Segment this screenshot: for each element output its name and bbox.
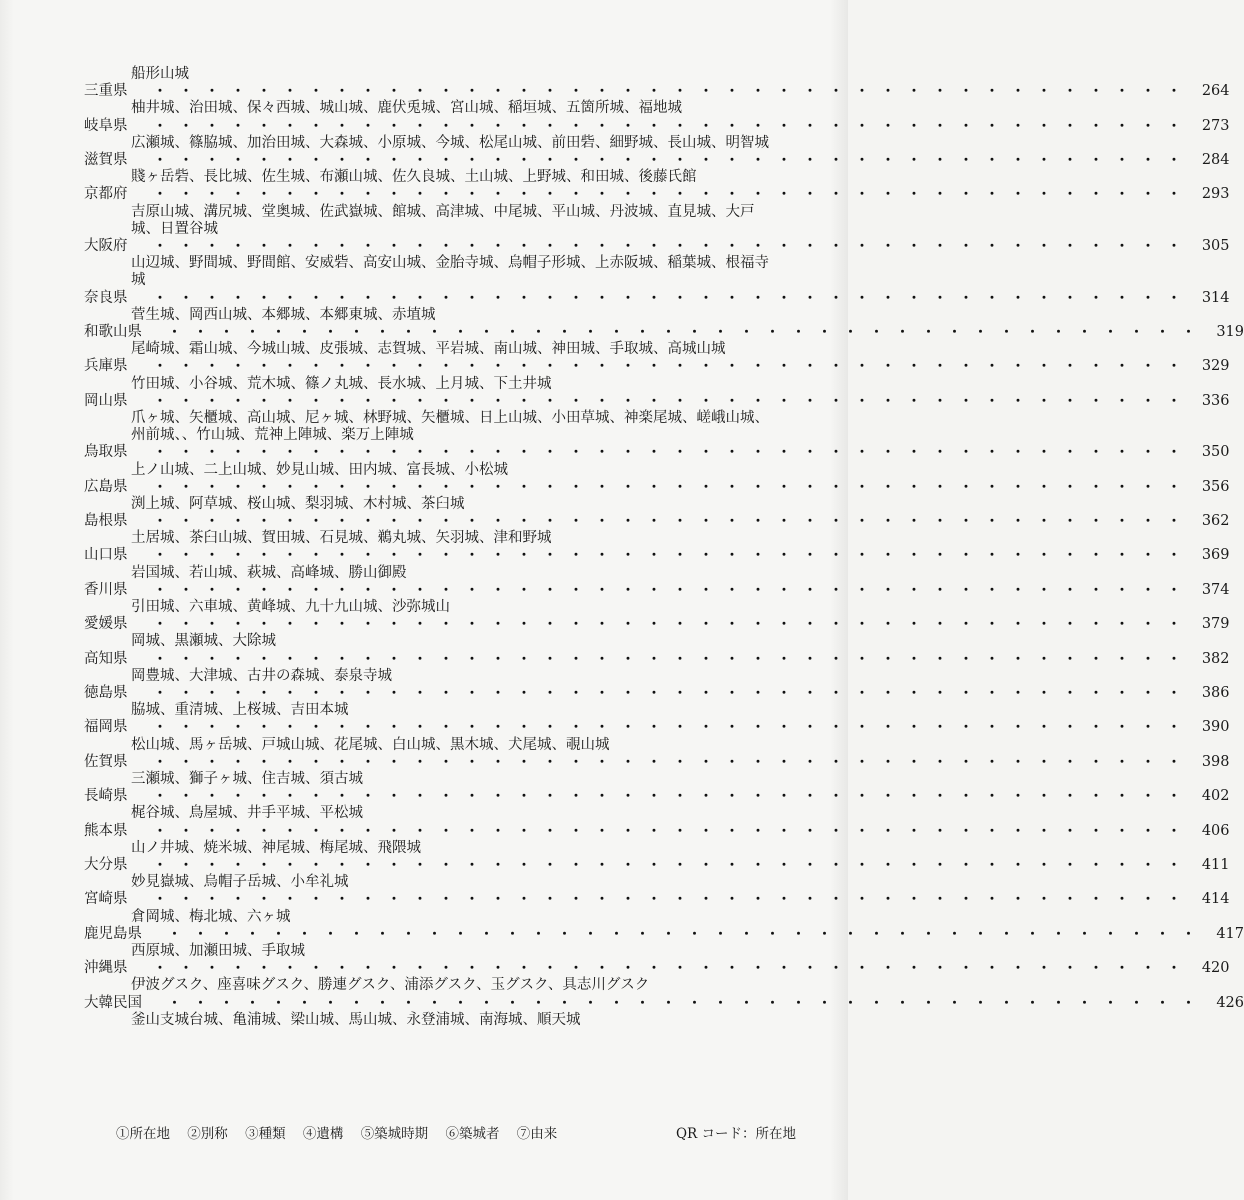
toc-entry-heading xyxy=(84,186,1230,203)
castle-list: 賤ヶ岳砦、長比城、佐生城、布瀬山城、佐久良城、土山城、上野城、和田城、後藤氏館 xyxy=(131,169,697,186)
toc-entry-heading xyxy=(84,444,1230,461)
dot-leader: ・ ・ ・ ・ ・ ・ ・ ・ ・ ・ ・ ・ ・ ・ ・ ・ ・ ・ ・ ・ ・ ・ ・ ・ ・ ・ ・ ・ ・ ・ ・ ・ ・ ・ ・ ・ ・ ・ ・ ・ xyxy=(153,187,1194,203)
dot-leader: ・ ・ ・ ・ ・ ・ ・ ・ ・ ・ ・ ・ ・ ・ ・ ・ ・ ・ ・ ・ ・ ・ ・ ・ ・ ・ ・ ・ ・ ・ ・ ・ ・ ・ ・ ・ ・ ・ ・ ・ xyxy=(153,118,1194,134)
prefecture-name: 岐阜県 xyxy=(84,117,128,134)
toc-entry xyxy=(84,650,1230,685)
castle-list: 渕上城、阿草城、桜山城、梨羽城、木村城、茶臼城 xyxy=(131,495,465,512)
prefecture-name: 鳥取県 xyxy=(84,444,128,461)
page-number: 264 xyxy=(1201,83,1230,100)
toc-entry xyxy=(84,513,1230,547)
prefecture-name: 大分県 xyxy=(84,857,128,873)
dot-leader: ・ ・ ・ ・ ・ ・ ・ ・ ・ ・ ・ ・ ・ ・ ・ ・ ・ ・ ・ ・ ・ ・ ・ ・ ・ ・ ・ ・ ・ ・ ・ ・ ・ ・ ・ ・ ・ ・ ・ ・ xyxy=(153,858,1194,873)
page-number: 411 xyxy=(1201,857,1230,873)
page-number: 414 xyxy=(1201,891,1230,908)
toc-entry xyxy=(84,358,1230,392)
castle-list: 松山城、馬ヶ岳城、戸城山城、花尾城、白山城、黒木城、犬尾城、覗山城 xyxy=(131,736,610,753)
page-number: 386 xyxy=(1201,685,1230,702)
prefecture-name: 滋賀県 xyxy=(84,151,128,168)
page-number: 314 xyxy=(1201,289,1230,306)
page-number: 406 xyxy=(1201,822,1230,839)
toc-entry-heading xyxy=(84,323,1244,341)
prefecture-name: 京都府 xyxy=(84,186,128,203)
prefecture-name: 佐賀県 xyxy=(84,753,128,770)
castle-list: 妙見嶽城、烏帽子岳城、小牟礼城 xyxy=(131,874,349,891)
toc-entry xyxy=(84,83,1230,117)
dot-leader: ・ ・ ・ ・ ・ ・ ・ ・ ・ ・ ・ ・ ・ ・ ・ ・ ・ ・ ・ ・ ・ ・ ・ ・ ・ ・ ・ ・ ・ ・ ・ ・ ・ ・ ・ ・ ・ ・ ・ ・ xyxy=(153,479,1194,495)
castle-list: 広瀬城、篠脇城、加治田城、大森城、小原城、今城、松尾山城、前田砦、細野城、長山城、明智城 xyxy=(131,134,769,151)
toc-entry xyxy=(84,616,1230,650)
page-number: 293 xyxy=(1201,186,1230,203)
dot-leader: ・ ・ ・ ・ ・ ・ ・ ・ ・ ・ ・ ・ ・ ・ ・ ・ ・ ・ ・ ・ ・ ・ ・ ・ ・ ・ ・ ・ ・ ・ ・ ・ ・ ・ ・ ・ ・ ・ ・ ・ xyxy=(153,582,1194,598)
toc-entry xyxy=(84,151,1230,186)
dot-leader: ・ ・ ・ ・ ・ ・ ・ ・ ・ ・ ・ ・ ・ ・ ・ ・ ・ ・ ・ ・ ・ ・ ・ ・ ・ ・ ・ ・ ・ ・ ・ ・ ・ ・ ・ ・ ・ ・ ・ ・ xyxy=(153,152,1194,168)
page-number: 382 xyxy=(1201,650,1230,667)
page-number: 379 xyxy=(1201,616,1230,633)
toc-entry xyxy=(84,719,1230,753)
page-number: 329 xyxy=(1201,358,1230,375)
toc-entry-heading xyxy=(84,358,1230,375)
toc-entry xyxy=(84,685,1230,719)
prefecture-name: 島根県 xyxy=(84,513,128,530)
castle-list: 岩国城、若山城、萩城、高峰城、勝山御殿 xyxy=(131,564,407,581)
toc-entry-heading xyxy=(84,151,1230,169)
toc-entry-heading xyxy=(84,478,1230,496)
prefecture-name: 三重県 xyxy=(84,83,128,100)
toc-entry-heading xyxy=(84,616,1230,633)
toc-entry-heading xyxy=(84,925,1244,943)
toc-entry xyxy=(84,753,1230,788)
legend-item: ③種類 xyxy=(245,1126,286,1142)
toc-entry-heading xyxy=(84,753,1230,771)
toc-entry-heading xyxy=(84,994,1244,1012)
page-number: 319 xyxy=(1216,323,1244,340)
legend-item: ②別称 xyxy=(187,1126,228,1142)
dot-leader: ・ ・ ・ ・ ・ ・ ・ ・ ・ ・ ・ ・ ・ ・ ・ ・ ・ ・ ・ ・ ・ ・ ・ ・ ・ ・ ・ ・ ・ ・ ・ ・ ・ ・ ・ ・ ・ ・ ・ ・ xyxy=(168,995,1209,1011)
toc-entry-heading xyxy=(84,650,1230,668)
toc-entry xyxy=(84,117,1230,152)
prefecture-name: 長崎県 xyxy=(84,788,128,805)
prefecture-name: 岡山県 xyxy=(84,392,128,409)
toc-entry-heading xyxy=(84,685,1230,702)
page-number: 426 xyxy=(1216,994,1244,1011)
toc-entry xyxy=(84,788,1230,822)
toc-entry-heading xyxy=(84,581,1230,599)
toc-entry-heading xyxy=(84,83,1230,100)
toc-entry-heading xyxy=(84,392,1230,410)
page-number: 369 xyxy=(1201,547,1230,564)
toc-entry-heading xyxy=(84,960,1230,977)
castle-list: 脇城、重清城、上桜城、吉田本城 xyxy=(131,702,349,719)
castle-list: 引田城、六車城、黄峰城、九十九山城、沙弥城山 xyxy=(131,599,450,616)
dot-leader: ・ ・ ・ ・ ・ ・ ・ ・ ・ ・ ・ ・ ・ ・ ・ ・ ・ ・ ・ ・ ・ ・ ・ ・ ・ ・ ・ ・ ・ ・ ・ ・ ・ ・ ・ ・ ・ ・ ・ ・ xyxy=(153,514,1194,530)
legend-item: ④遺構 xyxy=(302,1126,344,1142)
toc-entry xyxy=(84,289,1230,324)
prefecture-name: 香川県 xyxy=(84,581,128,598)
page-number: 398 xyxy=(1201,753,1230,770)
dot-leader: ・ ・ ・ ・ ・ ・ ・ ・ ・ ・ ・ ・ ・ ・ ・ ・ ・ ・ ・ ・ ・ ・ ・ ・ ・ ・ ・ ・ ・ ・ ・ ・ ・ ・ ・ ・ ・ ・ ・ ・ xyxy=(153,823,1194,839)
page-footer xyxy=(116,1122,796,1142)
dot-leader: ・ ・ ・ ・ ・ ・ ・ ・ ・ ・ ・ ・ ・ ・ ・ ・ ・ ・ ・ ・ ・ ・ ・ ・ ・ ・ ・ ・ ・ ・ ・ ・ ・ ・ ・ ・ ・ ・ ・ ・ xyxy=(153,651,1194,667)
toc-entry-heading xyxy=(84,237,1230,255)
legend-item: ⑦由来 xyxy=(516,1126,558,1142)
castle-list: 竹田城、小谷城、荒木城、篠ノ丸城、長水城、上月城、下土井城 xyxy=(131,375,552,392)
toc-entry xyxy=(84,857,1230,891)
toc-entry-heading xyxy=(84,117,1230,135)
toc-entry-heading xyxy=(84,857,1230,874)
dot-leader: ・ ・ ・ ・ ・ ・ ・ ・ ・ ・ ・ ・ ・ ・ ・ ・ ・ ・ ・ ・ ・ ・ ・ ・ ・ ・ ・ ・ ・ ・ ・ ・ ・ ・ ・ ・ ・ ・ ・ ・ xyxy=(153,290,1194,306)
toc-entry xyxy=(84,891,1230,925)
dot-leader: ・ ・ ・ ・ ・ ・ ・ ・ ・ ・ ・ ・ ・ ・ ・ ・ ・ ・ ・ ・ ・ ・ ・ ・ ・ ・ ・ ・ ・ ・ ・ ・ ・ ・ ・ ・ ・ ・ ・ ・ xyxy=(168,324,1209,340)
toc-entry-heading xyxy=(84,547,1230,564)
prefecture-name: 鹿児島県 xyxy=(84,925,142,942)
dot-leader: ・ ・ ・ ・ ・ ・ ・ ・ ・ ・ ・ ・ ・ ・ ・ ・ ・ ・ ・ ・ ・ ・ ・ ・ ・ ・ ・ ・ ・ ・ ・ ・ ・ ・ ・ ・ ・ ・ ・ ・ xyxy=(153,548,1194,564)
prefecture-name: 高知県 xyxy=(84,650,128,667)
toc-entry xyxy=(84,392,1230,445)
castle-list: 菅生城、岡西山城、本郷城、本郷東城、赤埴城 xyxy=(131,306,436,323)
toc-entry xyxy=(84,478,1230,513)
legend-item: ⑤築城時期 xyxy=(360,1126,429,1142)
page-number: 362 xyxy=(1201,513,1230,530)
castle-list: 梶谷城、鳥屋城、井手平城、平松城 xyxy=(131,805,363,822)
table-of-contents xyxy=(84,66,1244,1029)
toc-entry xyxy=(84,960,1230,994)
page-number: 402 xyxy=(1201,788,1230,805)
dot-leader: ・ ・ ・ ・ ・ ・ ・ ・ ・ ・ ・ ・ ・ ・ ・ ・ ・ ・ ・ ・ ・ ・ ・ ・ ・ ・ ・ ・ ・ ・ ・ ・ ・ ・ ・ ・ ・ ・ ・ ・ xyxy=(153,754,1194,770)
castle-list: 西原城、加瀬田城、手取城 xyxy=(131,942,305,959)
qr-code-note: QR コード：所在地 xyxy=(675,1126,796,1142)
prefecture-name: 福岡県 xyxy=(84,719,128,736)
toc-entry xyxy=(84,237,1230,290)
toc-entry xyxy=(84,581,1230,616)
toc-entry xyxy=(84,994,1244,1029)
toc-entry-heading xyxy=(84,719,1230,736)
page-number: 390 xyxy=(1201,719,1230,736)
castle-list: 柚井城、治田城、保々西城、城山城、鹿伏兎城、宮山城、稲垣城、五箇所城、福地城 xyxy=(131,100,682,117)
toc-entry-heading xyxy=(84,788,1230,805)
prefecture-name: 徳島県 xyxy=(84,685,128,702)
dot-leader: ・ ・ ・ ・ ・ ・ ・ ・ ・ ・ ・ ・ ・ ・ ・ ・ ・ ・ ・ ・ ・ ・ ・ ・ ・ ・ ・ ・ ・ ・ ・ ・ ・ ・ ・ ・ ・ ・ ・ ・ xyxy=(153,686,1194,702)
prefecture-name: 兵庫県 xyxy=(84,358,128,375)
castle-list: 山辺城、野間城、野間館、安威砦、高安山城、金胎寺城、烏帽子形城、上赤阪城、稲葉城、根福寺城 xyxy=(131,255,769,289)
toc-entries xyxy=(84,83,1244,1029)
castle-list: 上ノ山城、二上山城、妙見山城、田内城、富長城、小松城 xyxy=(131,461,508,478)
page-number: 374 xyxy=(1201,581,1230,598)
page-number: 273 xyxy=(1201,117,1230,134)
castle-list: 倉岡城、梅北城、六ヶ城 xyxy=(131,908,291,925)
dot-leader: ・ ・ ・ ・ ・ ・ ・ ・ ・ ・ ・ ・ ・ ・ ・ ・ ・ ・ ・ ・ ・ ・ ・ ・ ・ ・ ・ ・ ・ ・ ・ ・ ・ ・ ・ ・ ・ ・ ・ ・ xyxy=(168,926,1209,942)
prefecture-name: 熊本県 xyxy=(84,822,128,839)
prefecture-name: 山口県 xyxy=(84,547,128,564)
dot-leader: ・ ・ ・ ・ ・ ・ ・ ・ ・ ・ ・ ・ ・ ・ ・ ・ ・ ・ ・ ・ ・ ・ ・ ・ ・ ・ ・ ・ ・ ・ ・ ・ ・ ・ ・ ・ ・ ・ ・ ・ xyxy=(153,961,1194,977)
prefecture-name: 宮崎県 xyxy=(84,891,128,908)
page-number: 336 xyxy=(1201,392,1230,409)
castle-list: 岡豊城、大津城、古井の森城、泰泉寺城 xyxy=(131,667,392,684)
toc-entry xyxy=(84,925,1244,960)
castle-list: 三瀬城、獅子ヶ城、住吉城、須古城 xyxy=(131,771,363,788)
dot-leader: ・ ・ ・ ・ ・ ・ ・ ・ ・ ・ ・ ・ ・ ・ ・ ・ ・ ・ ・ ・ ・ ・ ・ ・ ・ ・ ・ ・ ・ ・ ・ ・ ・ ・ ・ ・ ・ ・ ・ ・ xyxy=(153,84,1194,100)
prefecture-name: 大阪府 xyxy=(84,237,128,254)
castle-list: 吉原山城、溝尻城、堂奥城、佐武嶽城、館城、高津城、中尾城、平山城、丹波城、直見城、大戸城、日置谷城 xyxy=(131,203,755,237)
prefecture-name: 広島県 xyxy=(84,478,128,495)
prefecture-name: 奈良県 xyxy=(84,289,128,306)
castle-list: 尾崎城、霜山城、今城山城、皮張城、志賀城、平岩城、南山城、神田城、手取城、高城山城 xyxy=(131,341,726,358)
prefecture-name: 和歌山県 xyxy=(84,323,142,340)
dot-leader: ・ ・ ・ ・ ・ ・ ・ ・ ・ ・ ・ ・ ・ ・ ・ ・ ・ ・ ・ ・ ・ ・ ・ ・ ・ ・ ・ ・ ・ ・ ・ ・ ・ ・ ・ ・ ・ ・ ・ ・ xyxy=(153,720,1194,736)
page-number: 417 xyxy=(1216,925,1244,942)
dot-leader: ・ ・ ・ ・ ・ ・ ・ ・ ・ ・ ・ ・ ・ ・ ・ ・ ・ ・ ・ ・ ・ ・ ・ ・ ・ ・ ・ ・ ・ ・ ・ ・ ・ ・ ・ ・ ・ ・ ・ ・ xyxy=(153,789,1194,805)
toc-entry xyxy=(84,186,1230,238)
dot-leader: ・ ・ ・ ・ ・ ・ ・ ・ ・ ・ ・ ・ ・ ・ ・ ・ ・ ・ ・ ・ ・ ・ ・ ・ ・ ・ ・ ・ ・ ・ ・ ・ ・ ・ ・ ・ ・ ・ ・ ・ xyxy=(153,238,1194,254)
castle-list: 山ノ井城、焼米城、神尾城、梅尾城、飛隈城 xyxy=(131,839,421,856)
page-number: 284 xyxy=(1201,151,1230,168)
prefecture-name: 愛媛県 xyxy=(84,616,128,633)
toc-entry xyxy=(84,323,1244,358)
page-number: 420 xyxy=(1201,960,1230,977)
legend-item: ⑥築城者 xyxy=(445,1126,500,1142)
page-number: 356 xyxy=(1201,478,1230,495)
toc-entry-heading xyxy=(84,513,1230,530)
dot-leader: ・ ・ ・ ・ ・ ・ ・ ・ ・ ・ ・ ・ ・ ・ ・ ・ ・ ・ ・ ・ ・ ・ ・ ・ ・ ・ ・ ・ ・ ・ ・ ・ ・ ・ ・ ・ ・ ・ ・ ・ xyxy=(153,617,1194,633)
toc-entry xyxy=(84,444,1230,478)
footer-legend xyxy=(116,1122,570,1142)
page-number: 350 xyxy=(1201,444,1230,461)
legend-item: ①所在地 xyxy=(116,1126,170,1142)
dot-leader: ・ ・ ・ ・ ・ ・ ・ ・ ・ ・ ・ ・ ・ ・ ・ ・ ・ ・ ・ ・ ・ ・ ・ ・ ・ ・ ・ ・ ・ ・ ・ ・ ・ ・ ・ ・ ・ ・ ・ ・ xyxy=(153,892,1194,908)
toc-entry xyxy=(84,547,1230,581)
castle-list: 爪ヶ城、矢櫃城、高山城、尼ヶ城、林野城、矢櫃城、日上山城、小田草城、神楽尾城、嵯峨山城、州前城、、竹山城、荒神上陣城、楽万上陣城 xyxy=(131,409,769,444)
lead-castle-line: 船形山城 xyxy=(131,66,189,82)
castle-list: 釜山支城台城、亀浦城、梁山城、馬山城、永登浦城、南海城、順天城 xyxy=(131,1011,581,1028)
toc-entry-heading xyxy=(84,289,1230,307)
dot-leader: ・ ・ ・ ・ ・ ・ ・ ・ ・ ・ ・ ・ ・ ・ ・ ・ ・ ・ ・ ・ ・ ・ ・ ・ ・ ・ ・ ・ ・ ・ ・ ・ ・ ・ ・ ・ ・ ・ ・ ・ xyxy=(153,359,1194,375)
toc-entry xyxy=(84,822,1230,857)
castle-list: 伊波グスク、座喜味グスク、勝連グスク、浦添グスク、玉グスク、具志川グスク xyxy=(131,977,650,994)
prefecture-name: 沖縄県 xyxy=(84,960,128,977)
page-number: 305 xyxy=(1201,237,1230,254)
dot-leader: ・ ・ ・ ・ ・ ・ ・ ・ ・ ・ ・ ・ ・ ・ ・ ・ ・ ・ ・ ・ ・ ・ ・ ・ ・ ・ ・ ・ ・ ・ ・ ・ ・ ・ ・ ・ ・ ・ ・ ・ xyxy=(153,393,1194,409)
toc-entry-heading xyxy=(84,822,1230,840)
castle-list: 岡城、黒瀬城、大除城 xyxy=(131,633,276,650)
dot-leader: ・ ・ ・ ・ ・ ・ ・ ・ ・ ・ ・ ・ ・ ・ ・ ・ ・ ・ ・ ・ ・ ・ ・ ・ ・ ・ ・ ・ ・ ・ ・ ・ ・ ・ ・ ・ ・ ・ ・ ・ xyxy=(153,445,1194,461)
prefecture-name: 大韓民国 xyxy=(84,994,142,1011)
castle-list: 土居城、茶臼山城、賀田城、石見城、鵜丸城、矢羽城、津和野城 xyxy=(131,530,552,547)
toc-entry-heading xyxy=(84,891,1230,908)
